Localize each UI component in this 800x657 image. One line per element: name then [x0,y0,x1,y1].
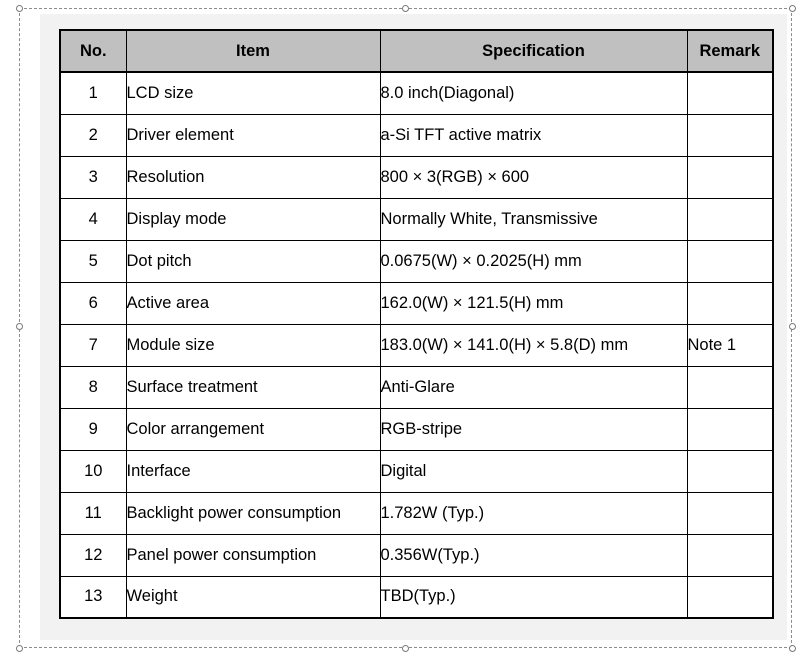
resize-handle-top-right[interactable] [789,5,796,12]
item-cell: Display mode [126,198,380,240]
item-cell: Dot pitch [126,240,380,282]
row-number-cell: 10 [60,450,126,492]
remark-cell [687,450,773,492]
table-row [60,114,773,156]
remark-cell [687,534,773,576]
item-cell: Panel power consumption [126,534,380,576]
header-remark: Remark [687,30,773,72]
item-cell: Driver element [126,114,380,156]
row-number-cell: 6 [60,282,126,324]
resize-handle-bottom-right[interactable] [789,645,796,652]
row-number-cell: 12 [60,534,126,576]
row-number-cell: 2 [60,114,126,156]
item-cell: Resolution [126,156,380,198]
resize-handle-bottom-center[interactable] [402,645,409,652]
header-specification: Specification [380,30,687,72]
resize-handle-middle-left[interactable] [16,323,23,330]
table-row [60,282,773,324]
specification-cell: 1.782W (Typ.) [380,492,687,534]
remark-cell: Note 1 [687,324,773,366]
item-cell: Active area [126,282,380,324]
table-row [60,156,773,198]
remark-cell [687,240,773,282]
table-row [60,576,773,618]
specification-cell: Normally White, Transmissive [380,198,687,240]
table-header-row [60,30,773,72]
table-row [60,240,773,282]
specification-cell: 0.356W(Typ.) [380,534,687,576]
item-cell: Module size [126,324,380,366]
remark-cell [687,156,773,198]
row-number-cell: 9 [60,408,126,450]
row-number-cell: 11 [60,492,126,534]
specification-table [59,29,774,619]
item-cell: LCD size [126,72,380,114]
specification-cell: TBD(Typ.) [380,576,687,618]
specification-cell: Anti-Glare [380,366,687,408]
remark-cell [687,366,773,408]
resize-handle-bottom-left[interactable] [16,645,23,652]
specification-cell: 0.0675(W) × 0.2025(H) mm [380,240,687,282]
item-cell: Interface [126,450,380,492]
row-number-cell: 5 [60,240,126,282]
remark-cell [687,492,773,534]
remark-cell [687,114,773,156]
specification-cell: 183.0(W) × 141.0(H) × 5.8(D) mm [380,324,687,366]
item-cell: Color arrangement [126,408,380,450]
table-row [60,450,773,492]
remark-cell [687,282,773,324]
table-row [60,198,773,240]
row-number-cell: 7 [60,324,126,366]
table-row [60,408,773,450]
specification-cell: Digital [380,450,687,492]
table-row [60,72,773,114]
remark-cell [687,198,773,240]
row-number-cell: 4 [60,198,126,240]
remark-cell [687,408,773,450]
item-cell: Backlight power consumption [126,492,380,534]
table-row [60,366,773,408]
row-number-cell: 3 [60,156,126,198]
header-item: Item [126,30,380,72]
row-number-cell: 1 [60,72,126,114]
table-row [60,534,773,576]
row-number-cell: 13 [60,576,126,618]
item-cell: Surface treatment [126,366,380,408]
resize-handle-top-center[interactable] [402,5,409,12]
remark-cell [687,576,773,618]
remark-cell [687,72,773,114]
specification-cell: a-Si TFT active matrix [380,114,687,156]
specification-cell: 800 × 3(RGB) × 600 [380,156,687,198]
specification-cell: 162.0(W) × 121.5(H) mm [380,282,687,324]
table-body [60,72,773,618]
specification-cell: RGB-stripe [380,408,687,450]
item-cell: Weight [126,576,380,618]
resize-handle-top-left[interactable] [16,5,23,12]
specification-cell: 8.0 inch(Diagonal) [380,72,687,114]
row-number-cell: 8 [60,366,126,408]
table-row [60,324,773,366]
resize-handle-middle-right[interactable] [789,323,796,330]
header-no: No. [60,30,126,72]
table-row [60,492,773,534]
